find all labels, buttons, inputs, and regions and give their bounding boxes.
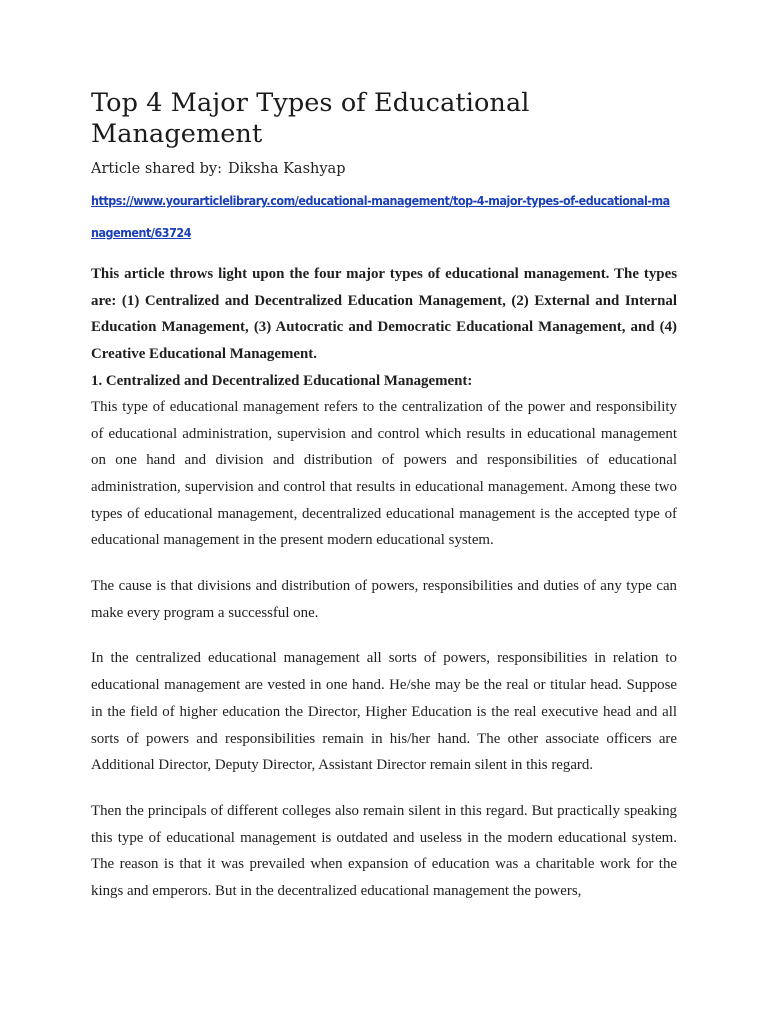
article-byline	[91, 158, 677, 180]
body-paragraph-1: This type of educational management refers to the centralization of the power and responsibility of educational administration, supervision and control which results in educational management on one hand and division and distribution of powers and responsibilities of educational administration, supervision and control that results in educational management. Among these two types of educational management, decentralized educational management is the accepted type of educational management in the present modern educational system.	[91, 398, 677, 549]
body-paragraph-4: Then the principals of different colleges also remain silent in this regard. But practically speaking this type of educational management is outdated and useless in the modern educational system. The reason is that it was prevailed when expansion of education was a charitable work for the kings and emperors. But in the decentralized educational management the powers,	[91, 802, 677, 900]
intro-paragraph: This article throws light upon the four major types of educational management. The types are: (1) Centralized and Decentralized Education Management, (2) External and Internal Education Management, (3) Autocratic and Democratic Educational Management, and (4) Creative Educational Management.	[91, 266, 677, 363]
body-paragraph-3: In the centralized educational management all sorts of powers, responsibilities in relation to educational management are vested in one hand. He/she may be the real or titular head. Suppose in the field of higher education the Director, Higher Education is the real executive head and all sorts of powers and responsibilities remain in his/her hand. The other associate officers are Additional Director, Deputy Director, Assistant Director remain silent in this regard.	[91, 650, 677, 774]
byline-label: Article shared by:	[91, 161, 223, 177]
section-heading: 1. Centralized and Decentralized Educational Management:	[91, 372, 473, 389]
article-body	[91, 88, 677, 905]
body-paragraph-2: The cause is that divisions and distribution of powers, responsibilities and duties of any type can make every program a successful one.	[91, 578, 677, 621]
article-title: Top 4 Major Types of Educational Management	[91, 88, 530, 149]
source-link[interactable]: https://www.yourarticlelibrary.com/educational-management/top-4-major-types-of-educational-management/63724	[91, 193, 670, 240]
byline-author: Diksha Kashyap	[228, 161, 346, 177]
